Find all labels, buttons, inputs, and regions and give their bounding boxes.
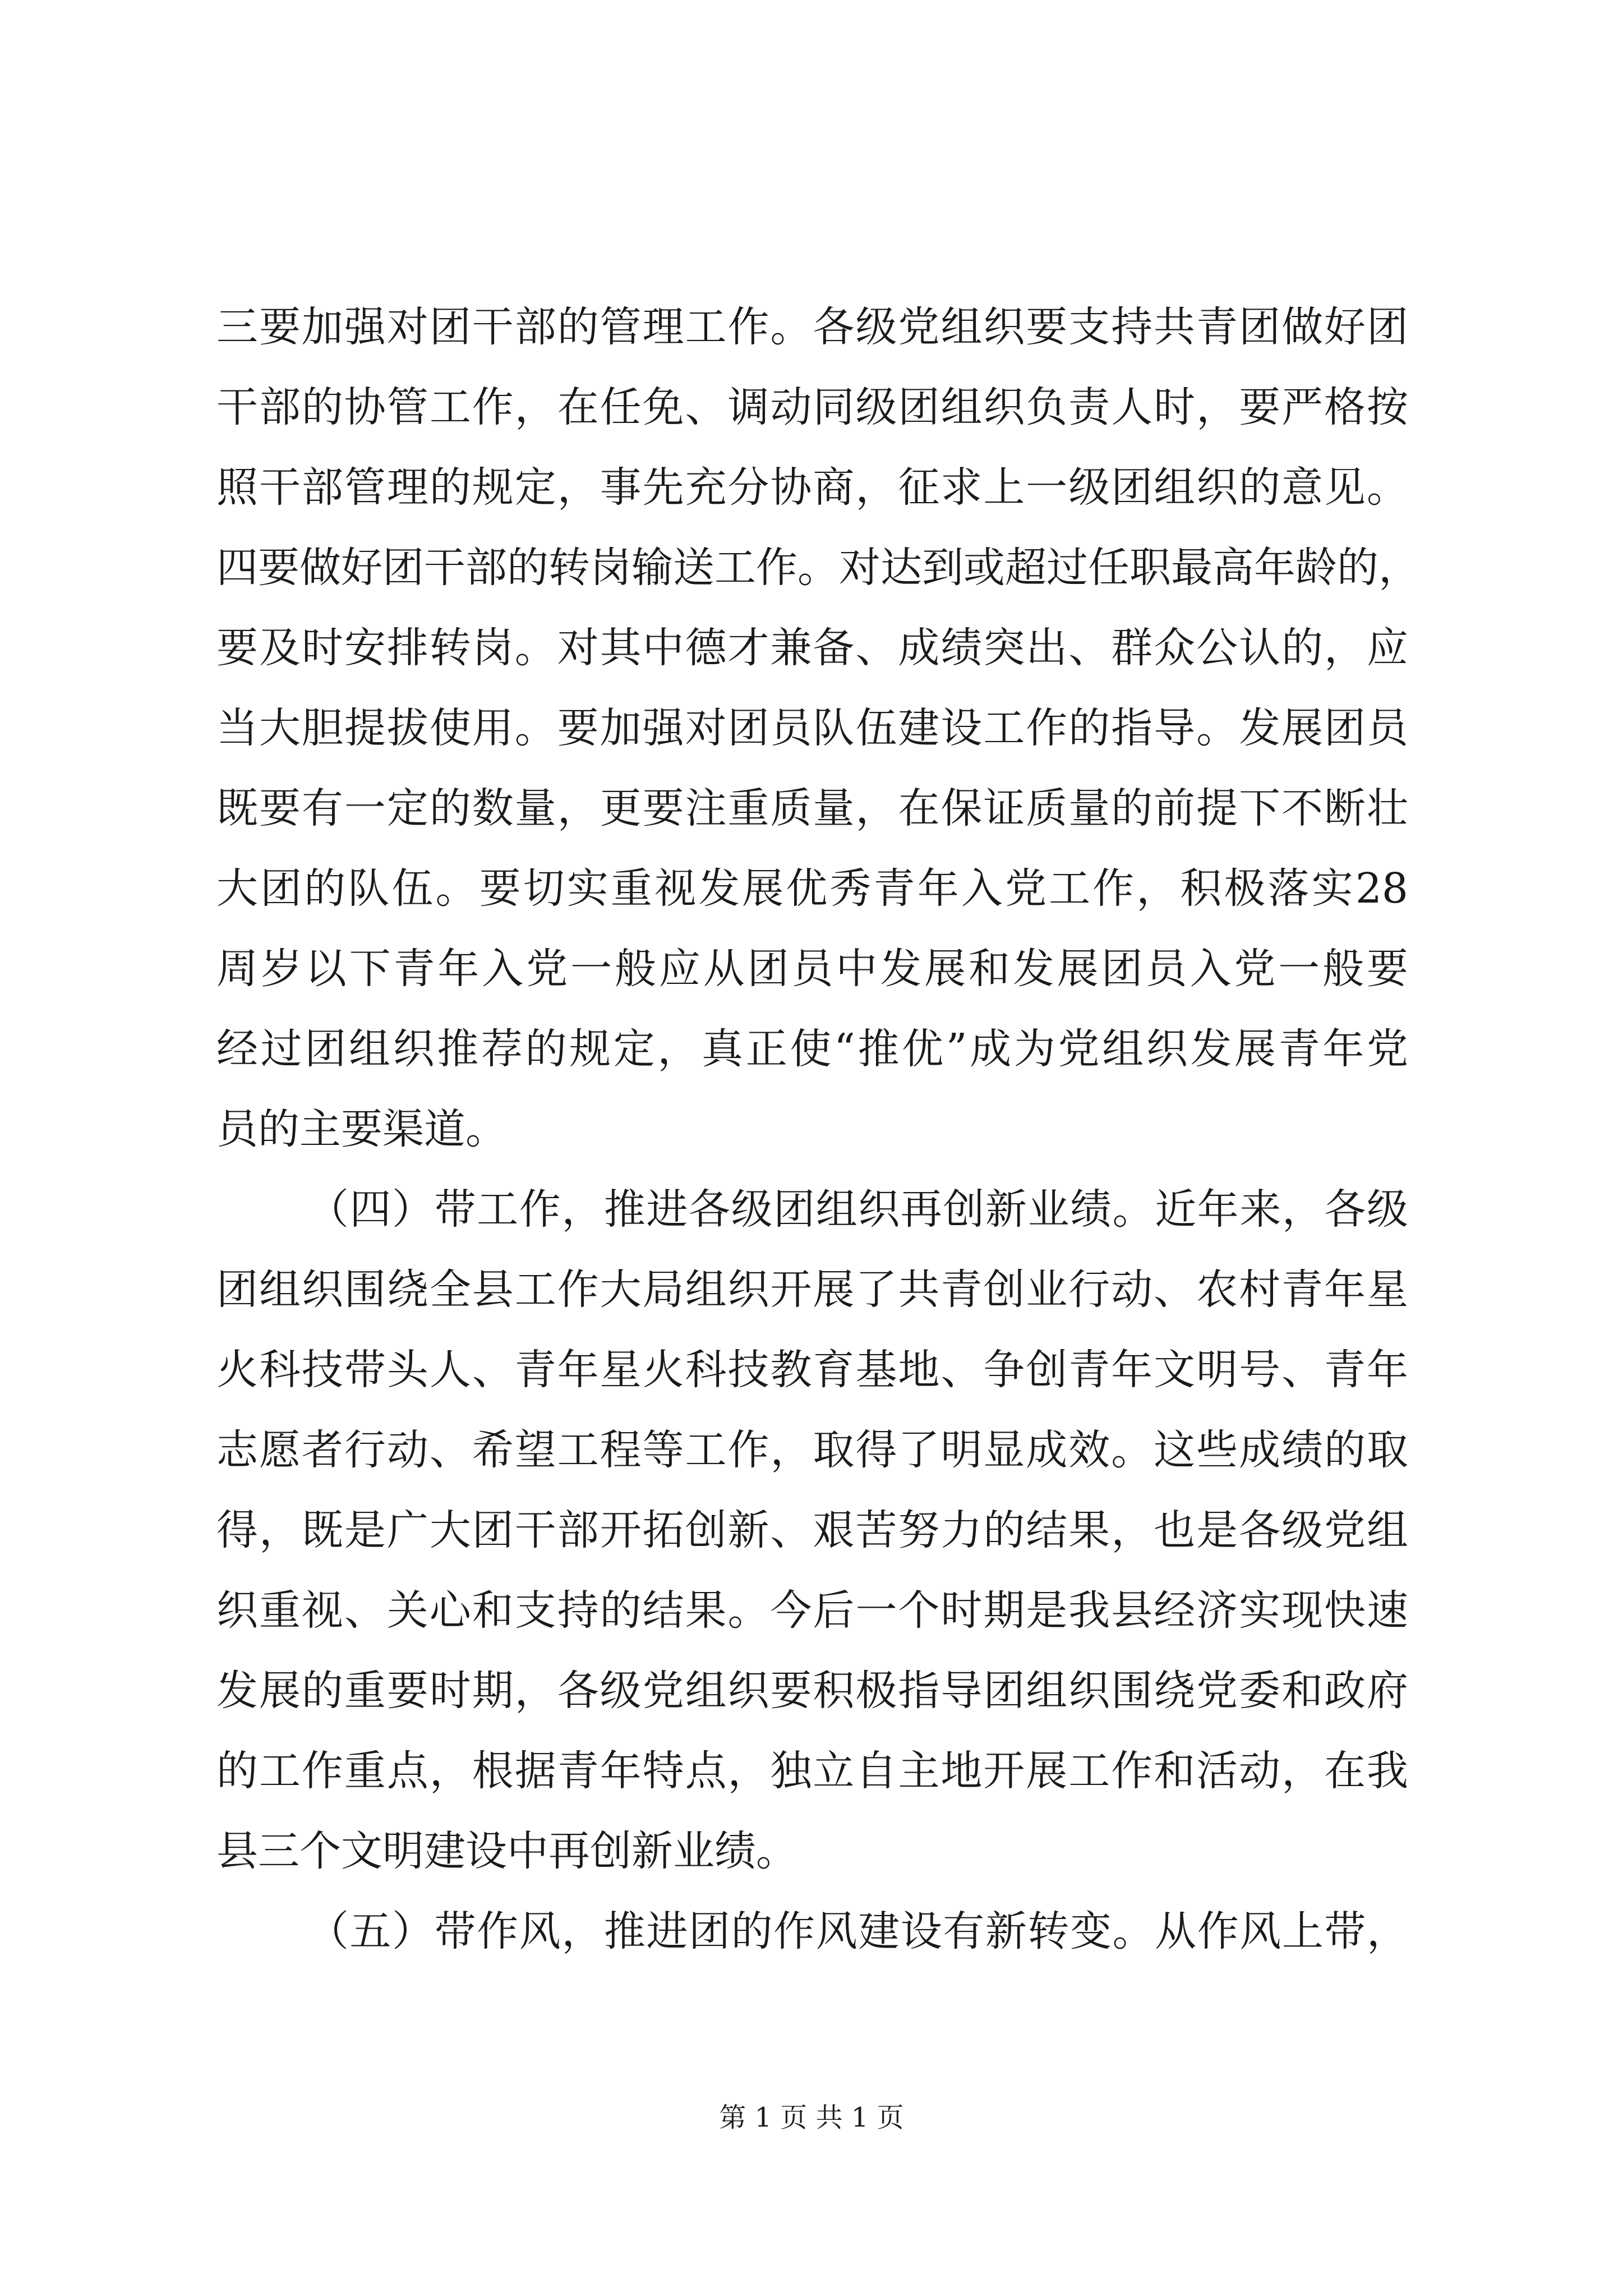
text-line: 织重视、关心和支持的结果。今后一个时期是我县经济实现快速 [216, 1586, 1408, 1635]
text-line: 的工作重点，根据青年特点，独立自主地开展工作和活动，在我 [216, 1747, 1408, 1795]
text-line: 三要加强对团干部的管理工作。各级党组织要支持共青团做好团 [216, 303, 1408, 351]
text-line: 县三个文明建设中再创新业绩。 [216, 1827, 797, 1875]
text-line: 志愿者行动、希望工程等工作，取得了明显成效。这些成绩的取 [216, 1426, 1408, 1474]
text-line: 得，既是广大团干部开拓创新、艰苦努力的结果，也是各级党组 [216, 1506, 1408, 1554]
text-line: 经过团组织推荐的规定，真正使“推优”成为党组织发展青年党 [216, 1025, 1408, 1073]
section-heading-line: （五）带作风，推进团的作风建设有新转变。从作风上带， [307, 1907, 1408, 1955]
text-line: 团组织围绕全县工作大局组织开展了共青创业行动、农村青年星 [216, 1266, 1408, 1314]
text-line: 员的主要渠道。 [216, 1105, 507, 1153]
text-line: 火科技带头人、青年星火科技教育基地、争创青年文明号、青年 [216, 1346, 1408, 1394]
text-line: 当大胆提拔使用。要加强对团员队伍建设工作的指导。发展团员 [216, 704, 1408, 752]
text-line: 发展的重要时期，各级党组织要积极指导团组织围绕党委和政府 [216, 1667, 1408, 1715]
text-line: 既要有一定的数量，更要注重质量，在保证质量的前提下不断壮 [216, 784, 1408, 832]
text-line: 大团的队伍。要切实重视发展优秀青年入党工作，积极落实28 [216, 864, 1408, 913]
section-heading-line: （四）带工作，推进各级团组织再创新业绩。近年来，各级 [307, 1185, 1408, 1234]
text-line: 照干部管理的规定，事先充分协商，征求上一级团组织的意见。 [216, 463, 1408, 512]
text-line: 干部的协管工作，在任免、调动同级团组织负责人时，要严格按 [216, 383, 1408, 431]
document-body [216, 287, 1420, 1972]
text-line: 要及时安排转岗。对其中德才兼备、成绩突出、群众公认的，应 [216, 624, 1408, 672]
page-footer: 第 1 页 共 1 页 [719, 2102, 904, 2133]
text-line: 四要做好团干部的转岗输送工作。对达到或超过任职最高年龄的， [216, 544, 1420, 592]
text-line: 周岁以下青年入党一般应从团员中发展和发展团员入党一般要 [216, 945, 1408, 993]
